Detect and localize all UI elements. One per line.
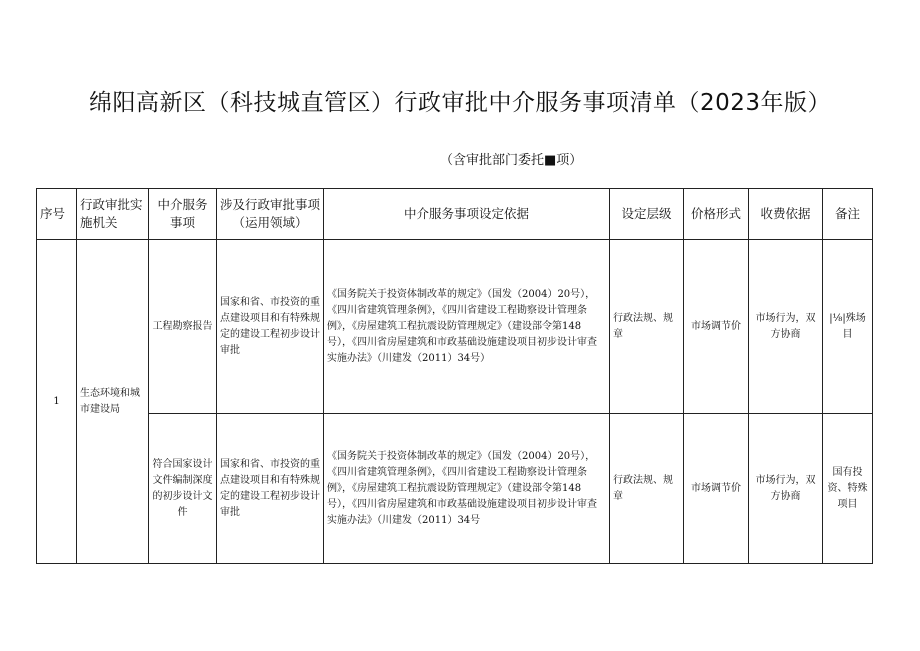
cell-price: 市场调节价 [684,240,749,414]
cell-field: 国家和省、市投资的重点建设项目和有特殊规定的建设工程初步设计审批 [217,240,324,414]
header-price: 价格形式 [684,189,749,240]
header-agency: 行政审批实施机关 [77,189,149,240]
header-level: 设定层级 [610,189,684,240]
document-subtitle: （含审批部门委托■项） [440,153,583,168]
header-note: 备注 [823,189,873,240]
cell-agency: 生态环境和城市建设局 [77,240,149,564]
cell-seq: 1 [37,240,77,564]
table-row [37,240,873,414]
table-header-row [37,189,873,240]
cell-price: 市场调节价 [684,414,749,564]
header-fee: 收费依据 [749,189,823,240]
header-field: 涉及行政审批事项（运用领域） [217,189,324,240]
cell-service: 符合国家设计文件编制深度的初步设计文件 [149,414,217,564]
cell-basis: 《国务院关于投资体制改革的规定》（国发（2004）20号），《四川省建筑管理条例》，《四川省建设工程勘察设计管理条例》，《房屋建筑工程抗震设防管理规定》（建设部令第148号），《四川省房屋建筑和市政基础设施建设项目初步设计审查实施办法》（川建发（2011）34号） [324,240,610,414]
cell-fee: 市场行为，双方协商 [749,414,823,564]
cell-field: 国家和省、市投资的重点建设项目和有特殊规定的建设工程初步设计审批 [217,414,324,564]
cell-level: 行政法规、规章 [610,414,684,564]
cell-level: 行政法规、规章 [610,240,684,414]
cell-note: |⅛|殊场目 [823,240,873,414]
service-table [36,188,873,564]
cell-basis: 《国务院关于投资体制改革的规定》（国发（2004）20号），《四川省建筑管理条例》，《四川省建设工程勘察设计管理条例》，《房屋建筑工程抗震设防管理规定》（建设部令第148号），《四川省房屋建筑和市政基础设施建设项目初步设计审查实施办法》（川建发（2011）34号 [324,414,610,564]
header-basis: 中介服务事项设定依据 [324,189,610,240]
table-row [37,414,873,564]
cell-note: 国有投资、特殊项目 [823,414,873,564]
cell-fee: 市场行为，双方协商 [749,240,823,414]
cell-service: 工程勘察报告 [149,240,217,414]
header-service: 中介服务事项 [149,189,217,240]
header-seq: 序号 [37,189,77,240]
document-title: 绵阳高新区（科技城直管区）行政审批中介服务事项清单（2023年版） [88,90,832,116]
